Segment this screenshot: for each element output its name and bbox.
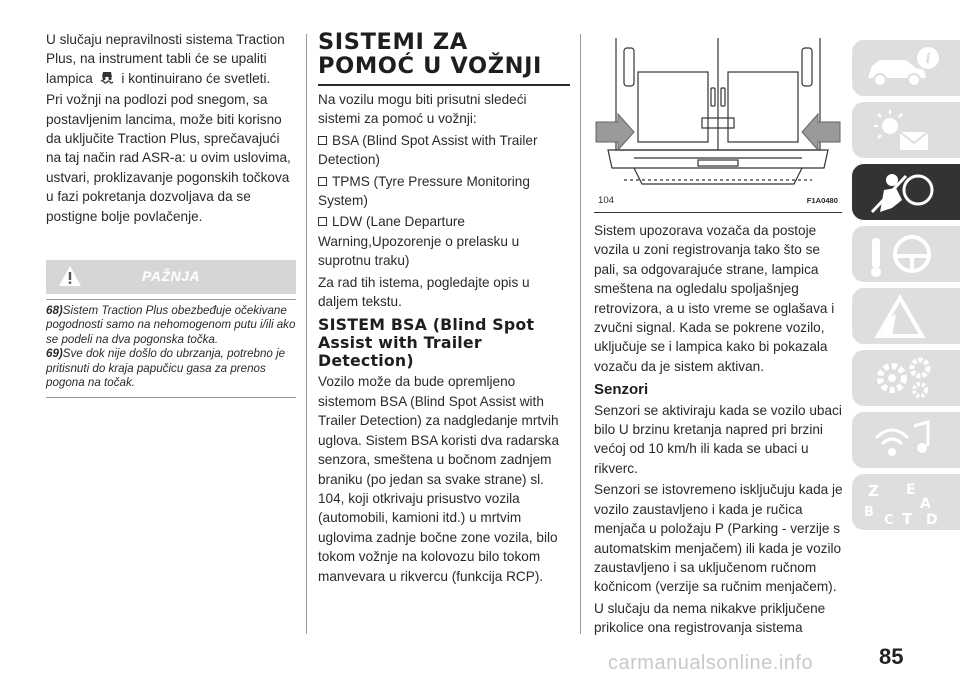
svg-text:C: C (884, 513, 894, 526)
traction-paragraph-1: U slučaju nepravilnosti sistema Traction Plus, na instrument tabli će se upaliti lampica i kontinuirano će svetleti. (46, 32, 285, 86)
traction-paragraph-2: Pri vožnji na podlozi pod snegom, sa postavljenim lancima, može biti korisno da uključite Traction Plus, sprečavajući na taj način rad ASR-a: u ovim uslovima, ustvari, proklizavanje pogonskih točkova u fazi pokretanja dozvoljava da se postigne bolje povlačenje. (46, 92, 291, 224)
column-divider (580, 34, 581, 634)
car-info-icon (862, 44, 942, 92)
sensors-deactivation-text: Senzori se istovremeno isključuju kada je vozilo zaustavljeno i kada je ručica menjača u položaju P (Parking - verzije s automatskim menjačem) ili kada je vozilo zaustavljeno i sa uključenom ručnom kočnicom (verzije sa ručnim menjačem). (594, 482, 843, 595)
svg-text:Z: Z (868, 482, 879, 500)
bullet-square-icon (318, 217, 327, 226)
warning-body (46, 304, 296, 390)
warning-lights-icon (862, 106, 942, 154)
warning-item: 68)Sistem Traction Plus obezbeđuje očekivane pogodnosti samo na nehomogenom putu i/ili ako se podeli na dva pogonska točka. (46, 304, 296, 346)
bullet-square-icon (318, 136, 327, 145)
figure-104 (594, 30, 842, 213)
warning-triangle-icon (58, 265, 82, 287)
svg-text:i: i (925, 51, 931, 67)
bullet-square-icon (318, 177, 327, 186)
svg-text:E: E (906, 482, 916, 498)
intro-text: Na vozilu mogu biti prisutni sledeći sistemi za pomoć u vožnji: (318, 92, 527, 127)
traction-warning-lamp-icon (99, 71, 115, 85)
list-item: LDW (Lane Departure Warning,Upozorenje o prelasku u suprotnu traku) (318, 214, 520, 269)
column-divider (306, 34, 307, 634)
van-rear-illustration (594, 30, 842, 196)
warning-divider (46, 299, 296, 300)
watermark: carmanualsonline.info (608, 652, 814, 674)
column-right (594, 30, 844, 640)
svg-text:T: T (902, 510, 913, 526)
warning-end-divider (46, 397, 296, 398)
page-number: 85 (879, 644, 904, 669)
key-steering-icon (862, 230, 942, 278)
warning-title: PAŽNJA (142, 268, 200, 285)
bsa-warning-text: Sistem upozorava vozača da postoje vozila u zoni registrovanja tako što se pali, sa odgovarajuće strane, lampica smeštena na ogledalu spoljašnjeg retrovizora, a u isto vreme se oglašava i zvučni signal. Kada se pokrene vozilo, uključuje se i lampica kako bi pokazala vozaču da je sistem aktivan. (594, 223, 835, 374)
sensors-heading: Senzori (594, 381, 649, 399)
tab-warning-lights[interactable] (852, 102, 960, 158)
tab-safety[interactable] (852, 164, 960, 220)
warning-header (46, 260, 296, 294)
right-sensor-arrow-icon (802, 114, 840, 150)
tab-starting-driving[interactable] (852, 226, 960, 282)
list-item: BSA (Blind Spot Assist with Trailer Detection) (318, 132, 538, 168)
chapter-tabs (852, 40, 960, 536)
list-item: TPMS (Tyre Pressure Monitoring System) (318, 173, 530, 209)
figure-code: F1A0480 (806, 195, 838, 205)
index-icon (862, 478, 942, 526)
tab-emergency[interactable] (852, 288, 960, 344)
svg-text:A: A (920, 496, 931, 512)
sensors-activation-text: Senzori se aktiviraju kada se vozilo ubaci bilo U brzinu kretanja napred pri brzini većoj od 10 km/h ili kada se ubaci u rikverc. (594, 402, 842, 476)
tab-index[interactable] (852, 474, 960, 530)
section-heading: SISTEMI ZA POMOĆ U VOŽNJI (318, 29, 543, 79)
bsa-description: Vozilo može da bude opremljeno sistemom BSA (Blind Spot Assist with Trailer Detection) za nadgledanje mrtvih uglova. Sistem BSA koristi dva radarska senzora, smeštena u bočnom zadnjem braniku (po jedan sa svake strane) sl. 104, koji otkrivaju prisustvo vozila (automobili, kamioni itd.) u mrtvim uglovima zadnje bočne zone vozila, bilo tokom vožnje na kolovozu bilo tokom manvevara u rikvercu (funkcija RCP). (318, 374, 560, 584)
emergency-icon (862, 292, 942, 340)
column-middle (318, 30, 570, 588)
subsection-heading: SISTEM BSA (Blind Spot Assist with Trailer Detection) (318, 315, 535, 371)
left-sensor-arrow-icon (596, 114, 634, 150)
airbag-safety-icon (862, 168, 942, 216)
tab-maintenance[interactable] (852, 350, 960, 406)
figure-number: 104 (598, 194, 615, 206)
column-left (46, 30, 296, 398)
tab-car-info[interactable] (852, 40, 960, 96)
tab-multimedia[interactable] (852, 412, 960, 468)
maintenance-icon (862, 354, 942, 402)
warning-item: 69)Sve dok nije došlo do ubrzanja, potrebno je pritisnuti do kraja papučicu gasa za prenos pogona na točak. (46, 347, 286, 390)
multimedia-icon (862, 416, 942, 464)
svg-text:B: B (864, 505, 874, 520)
heading-underline (318, 84, 570, 86)
svg-text:D: D (926, 512, 938, 526)
outro-text: Za rad tih istema, pogledajte opis u daljem tekstu. (318, 274, 530, 310)
trailer-text: U slučaju da nema nikakve priključene prikolice ona registrovanja sistema (594, 600, 826, 636)
